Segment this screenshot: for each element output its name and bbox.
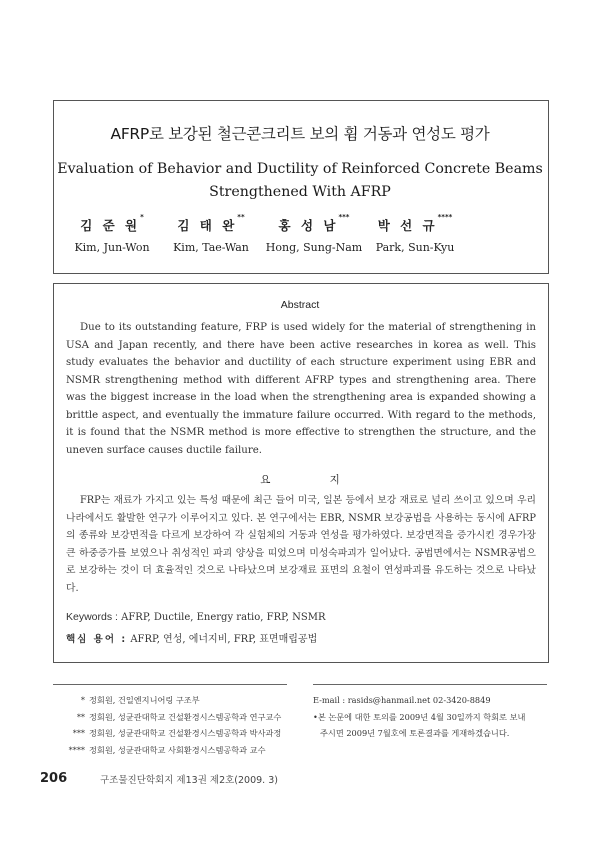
- footnote-row: [53, 725, 303, 742]
- author-3-kr: 홍 성 남: [278, 218, 339, 233]
- korean-keywords-value: AFRP, 연성, 에너지비, FRP, 표면매립공법: [130, 634, 318, 645]
- korean-keywords-label: 핵심 용어 :: [66, 634, 128, 645]
- author-1-kr: 김 준 원: [80, 218, 141, 233]
- author-2: [151, 213, 271, 254]
- keywords-label: Keywords :: [66, 611, 118, 623]
- footnote-row: [53, 742, 303, 759]
- discussion-notice-line2: 주시면 2009년 7월호에 토론결과를 게재하겠습니다.: [320, 728, 510, 738]
- author-4-kr: 박 선 규: [377, 218, 438, 233]
- footnote-divider-right: [313, 684, 547, 685]
- journal-citation: 구조물진단학회지 제13권 제2호(2009. 3): [100, 775, 278, 786]
- footnote-mark: *: [80, 695, 85, 705]
- author-1-mark: *: [140, 213, 144, 221]
- korean-summary-heading: 요 지: [260, 474, 368, 486]
- footnote-row: [53, 692, 303, 709]
- email-line: E-mail : rasids@hanmail.net 02-3420-8849: [313, 695, 491, 705]
- footnote-text: 정회원, 성균관대학교 건설환경시스템공학과 연구교수: [89, 711, 282, 722]
- abstract-body: Due to its outstanding feature, FRP is used widely for the material of strengthening in USA and Japan recently, and there have been active researches in korea as well. This study evaluates the behavior and ductility of each structure experiment using EBR and NSMR strengthening method with different AFRP types and strengthening area. There was the biggest increase in the load when the strengthening area is expanded showing a brittle aspect, and eventually the immature failure occurred. With regard to the methods, it is found that the NSMR method is more effective to strengthen the structure, and the uneven surface causes ductile failure.: [66, 322, 536, 456]
- korean-keywords-line: [66, 630, 317, 645]
- footnote-mark: ****: [68, 744, 85, 755]
- author-2-en: Kim, Tae-Wan: [173, 241, 249, 254]
- author-2-mark: **: [237, 213, 245, 221]
- author-4-mark: ****: [437, 213, 453, 221]
- author-4: [355, 213, 475, 254]
- author-3-mark: ***: [338, 213, 350, 221]
- footnote-mark: **: [76, 711, 85, 722]
- author-3-en: Hong, Sung-Nam: [265, 241, 363, 254]
- contact-footnotes: [313, 692, 547, 742]
- footnote-mark: ***: [72, 728, 85, 738]
- korean-summary-body: FRP는 재료가 가지고 있는 특성 때문에 최근 들어 미국, 일본 등에서 보강 재료로 널리 쓰이고 있으며 우리나라에서도 활발한 연구가 이루어지고 있다. 본 연구에서는 EBR, NSMR 보강공법을 사용하는 동시에 AFRP의 종류와 보강면적을 다르게 보강하여 각 실험체의 거동과 연성을 평가하였다. 보강면적을 증가시킨 경우가장 큰 하중증가를 보였으나 취성적인 파괴 양상을 띠었으며 미성숙파괴가 일어났다. 공법면에서는 NSMR공법으로 보강하는 것이 더 효율적인 것으로 나타났으며 보강재료 표면의 요철이 연성파괴를 유도하는 것으로 나타났다.: [66, 495, 536, 594]
- paper-title-english: [0, 158, 600, 204]
- keywords-line: [66, 611, 326, 623]
- discussion-notice-line1: •본 논문에 대한 토의를 2009년 4월 30일까지 학회로 보내: [313, 711, 526, 722]
- paper-title-korean: AFRP로 보강된 철근콘크리트 보의 휨 거동과 연성도 평가: [110, 125, 490, 143]
- author-1-en: Kim, Jun-Won: [74, 241, 150, 254]
- footnote-text: 정회원, 건일엔지니어링 구조부: [89, 695, 200, 705]
- author-4-en: Park, Sun-Kyu: [375, 241, 455, 254]
- author-2-kr: 김 태 완: [177, 218, 238, 233]
- abstract-heading: Abstract: [280, 299, 320, 311]
- footnote-row: [53, 709, 303, 726]
- footnote-text: 정회원, 성균관대학교 사회환경시스템공학과 교수: [89, 744, 266, 755]
- title-en-line1: Evaluation of Behavior and Ductility of Reinforced Concrete Beams: [57, 161, 543, 177]
- footnote-divider-left: [53, 684, 287, 685]
- keywords-value: AFRP, Ductile, Energy ratio, FRP, NSMR: [121, 612, 326, 623]
- affiliation-footnotes: [53, 692, 303, 758]
- title-en-line2: Strengthened With AFRP: [209, 184, 391, 200]
- page-number: 206: [40, 771, 68, 786]
- footnote-text: 정회원, 성균관대학교 건설환경시스템공학과 박사과정: [89, 728, 282, 738]
